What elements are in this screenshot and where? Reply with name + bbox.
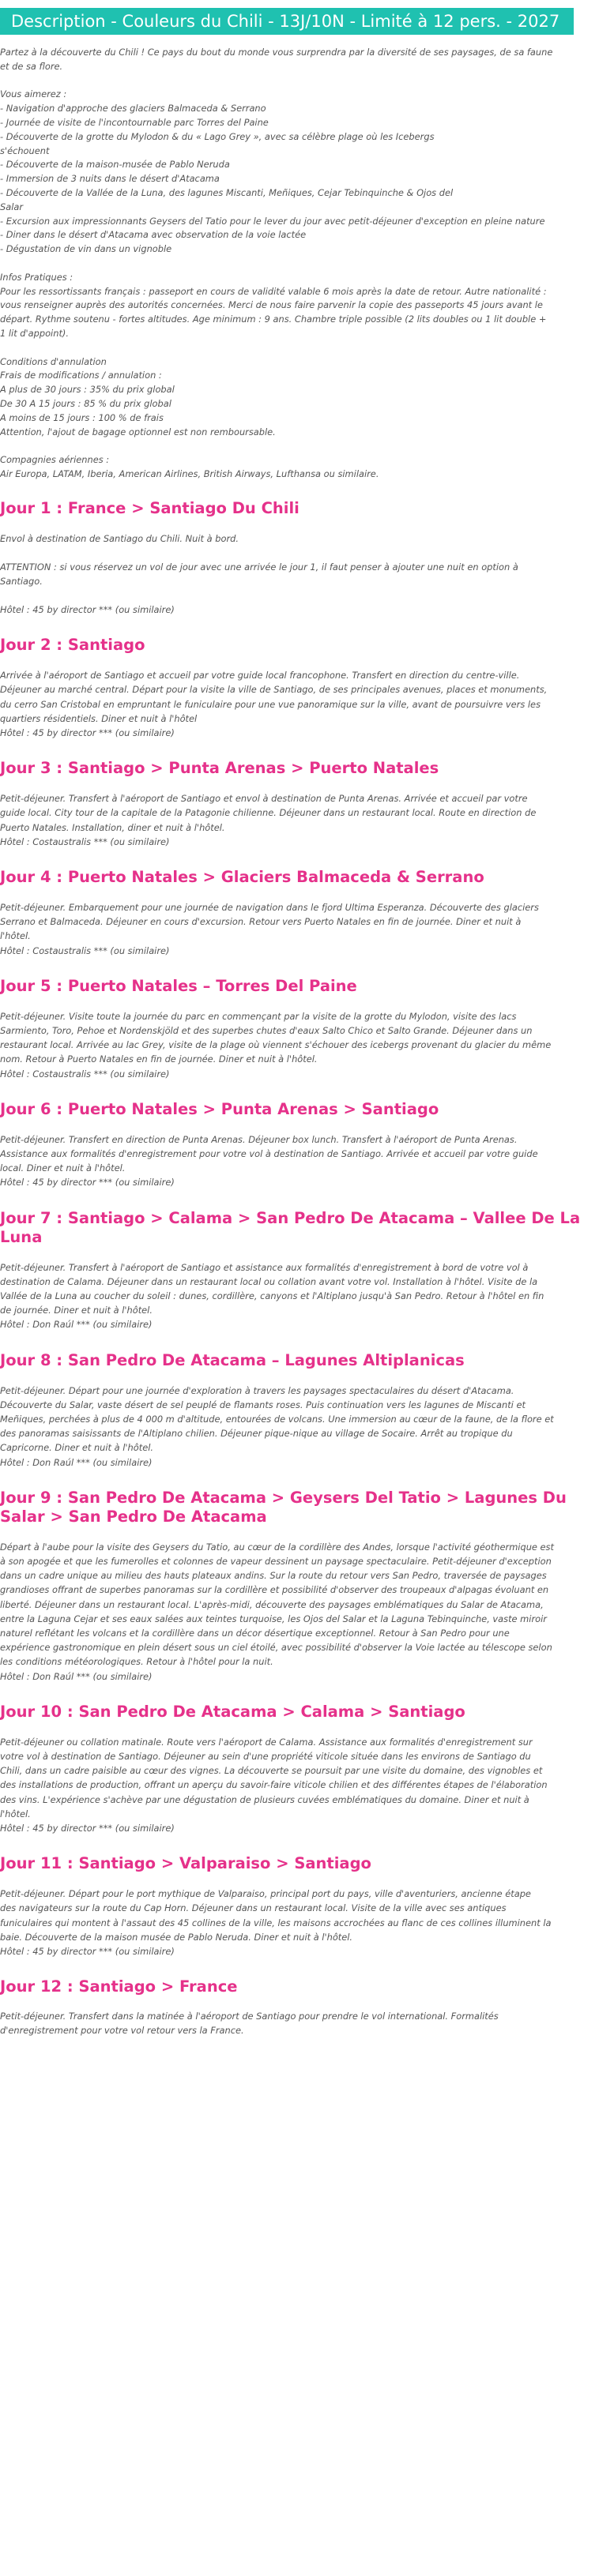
intro-line: s'échouent [0, 145, 50, 156]
intro-line: - Découverte de la Vallée de la Luna, des lagunes Miscanti, Meñiques, Cejar Tebinquinche & Ojos del [0, 186, 454, 198]
day-description-line: Découverte du Salar, vaste désert de sel peuplé de flamants roses. Puis continuation vers les lagunes de Miscanti et [0, 1399, 526, 1410]
day-section-12 [0, 1977, 599, 2037]
day-description-line: dans un cadre unique au milieu des hauts plateaux andins. Sur la route du retour vers San Pedro, traversée de paysages [0, 1570, 547, 1582]
day-section-11 [0, 1854, 599, 1958]
day-description-line: des navigateurs sur la route du Cap Horn. Déjeuner dans un restaurant local. Visite de la ville avec ses antiques [0, 1902, 507, 1914]
day-description-line: les conditions météorologiques. Retour à l'hôtel pour la nuit. [0, 1656, 273, 1668]
intro-line: Partez à la découverte du Chili ! Ce pays du bout du monde vous surprendra par la diversité de ses paysages, de sa faune [0, 47, 553, 58]
days-section [0, 499, 599, 2038]
day-description-line: Hôtel : Costaustralis *** (ou similaire) [0, 1068, 170, 1080]
day-description-line: des installations de production, offrant un aperçu du savoir-faire viticole chilien et des différentes étapes de l'élaboration [0, 1779, 548, 1791]
day-title: Jour 8 : San Pedro De Atacama – Lagunes Altiplanicas [0, 1350, 465, 1369]
day-description-line: Hôtel : 45 by director *** (ou similaire) [0, 1177, 175, 1188]
day-description-line: Hôtel : 45 by director *** (ou similaire) [0, 1946, 175, 1958]
intro-spacer [0, 341, 599, 355]
day-section-9 [0, 1489, 599, 1684]
day-description-line: Déjeuner au marché central. Départ pour la visite la ville de Santiago, de ses principales avenues, places et monuments, [0, 684, 548, 696]
day-title: Jour 6 : Puerto Natales > Punta Arenas > Santiago [0, 1099, 439, 1118]
day-title: Jour 4 : Puerto Natales > Glaciers Balmaceda & Serrano [0, 867, 484, 886]
day-title: Jour 11 : Santiago > Valparaiso > Santiago [0, 1854, 371, 1873]
day-description-line: Serrano et Balmaceda. Déjeuner en cours d'excursion. Retour vers Puerto Natales en fin de journée. Diner et nuit à [0, 916, 522, 928]
day-section-8 [0, 1351, 599, 1470]
day-description-line: Petit-déjeuner. Départ pour une journée d'exploration à travers les paysages spectaculaires du désert d'Atacama. [0, 1384, 514, 1396]
day-description-line: Hôtel : Don Raúl *** (ou similaire) [0, 1456, 153, 1468]
day-description-line: baie. Découverte de la maison musée de Pablo Neruda. Diner et nuit à l'hôtel. [0, 1931, 353, 1943]
day-description-line: naturel reflétant les volcans et la cordillère dans un décor désertique exceptionnel. Retour à San Pedro pour une [0, 1628, 510, 1639]
day-description-line: funiculaires qui montent à l'assaut des 45 collines de la ville, les maisons accrochées au flanc de ces collines illuminent la [0, 1917, 552, 1928]
day-section-10 [0, 1703, 599, 1835]
intro-line: A moins de 15 jours : 100 % de frais [0, 411, 164, 423]
day-description-line: restaurant local. Arrivée au lac Grey, visite de la plage où viennent s'échouer des icebergs provenant du glacier du même [0, 1039, 552, 1051]
intro-spacer [0, 257, 599, 271]
day-description-line: destination de Calama. Déjeuner dans un restaurant local ou collation avant votre vol. Installation à l'hôtel. Visite de la [0, 1275, 538, 1287]
intro-line: Vous aimerez : [0, 88, 67, 100]
day-description-line: entre la Laguna Cejar et ses eaux salées aux teintes turquoise, les Ojos del Salar et la Laguna Tebinquinche, vaste miroir [0, 1613, 547, 1624]
intro-line: départ. Rythme soutenu - fortes altitudes. Age minimum : 9 ans. Chambre triple possible (2 lits doubles ou 1 lit double + [0, 314, 547, 325]
day-description-line: des vins. L'expérience s'achève par une dégustation de plusieurs cuvées emblématiques du domaine. Diner et nuit à [0, 1793, 529, 1805]
day-description-line: Petit-déjeuner. Transfert en direction de Punta Arenas. Déjeuner box lunch. Transfert à l'aéroport de Punta Arenas. [0, 1133, 518, 1145]
day-title: Jour 10 : San Pedro De Atacama > Calama > Santiago [0, 1702, 465, 1721]
day-section-3 [0, 759, 599, 849]
day-title: Jour 2 : Santiago [0, 636, 145, 655]
day-section-5 [0, 977, 599, 1081]
intro-line: - Découverte de la maison-musée de Pablo Neruda [0, 159, 230, 171]
day-title: Jour 3 : Santiago > Punta Arenas > Puerto Natales [0, 759, 439, 778]
day-description-line: Hôtel : Costaustralis *** (ou similaire) [0, 944, 170, 956]
intro-line: - Découverte de la grotte du Mylodon & du « Lago Grey », avec sa célèbre plage où les Icebergs [0, 130, 435, 142]
day-description-line: Hôtel : Costaustralis *** (ou similaire) [0, 836, 170, 847]
intro-line: De 30 A 15 jours : 85 % du prix global [0, 397, 171, 409]
day-title: Jour 9 : San Pedro De Atacama > Geysers Del Tatio > Lagunes Du Salar > San Pedro De Atacama [0, 1488, 567, 1526]
day-description-line: Sarmiento, Toro, Pehoe et Nordenskjöld et des superbes chutes d'eaux Salto Chico et Salto Grande. Déjeuner dans un [0, 1024, 533, 1036]
day-description-line: Hôtel : 45 by director *** (ou similaire) [0, 603, 175, 615]
day-description-line: Puerto Natales. Installation, diner et nuit à l'hôtel. [0, 821, 225, 833]
day-section-2 [0, 636, 599, 740]
page-title-banner: Description - Couleurs du Chili - 13J/10N - Limité à 12 pers. - 2027 [0, 8, 574, 35]
day-description-line: Assistance aux formalités d'enregistrement pour votre vol à destination de Santiago. Arrivée et accueil par votre guide [0, 1147, 538, 1159]
day-spacer [0, 546, 599, 560]
day-description-line: Hôtel : 45 by director *** (ou similaire) [0, 727, 175, 738]
day-description-line: grandioses offrant de superbes panoramas sur la cordillère et possibilité d'observer des troupeaux d'alpagas évoluant en [0, 1584, 549, 1596]
intro-section [0, 35, 599, 482]
day-description-line: quartiers résidentiels. Diner et nuit à l'hôtel [0, 712, 198, 724]
day-section-4 [0, 868, 599, 958]
day-description-line: Petit-déjeuner. Transfert dans la matinée à l'aéroport de Santiago pour prendre le vol international. Formalités [0, 2011, 499, 2022]
day-description-line: Chili, dans un cadre paisible au cœur des vignes. La découverte se poursuit par une visite du domaine, des vignobles et [0, 1765, 543, 1777]
day-title: Jour 1 : France > Santiago Du Chili [0, 498, 300, 517]
day-description-line: nom. Retour à Puerto Natales en fin de journée. Diner et nuit à l'hôtel. [0, 1053, 318, 1065]
day-title: Jour 7 : Santiago > Calama > San Pedro De Atacama – Vallee De La Luna [0, 1208, 581, 1246]
day-description-line: Meñiques, perchées à plus de 4 000 m d'altitude, entourées de volcans. Une immersion au cœur de la faune, de la flore et [0, 1414, 554, 1425]
intro-line: - Immersion de 3 nuits dans le désert d'Atacama [0, 173, 220, 185]
day-description-line: Petit-déjeuner. Embarquement pour une journée de navigation dans le fjord Ultima Esperanza. Découverte des glaciers [0, 901, 539, 913]
day-description-line: Vallée de la Luna au coucher du soleil : dunes, cordillère, canyons et l'Altiplano jusqu'à San Pedro. Retour à l'hôtel en fin [0, 1290, 544, 1301]
day-description-line: Envol à destination de Santiago du Chili. Nuit à bord. [0, 532, 239, 544]
day-description-line: Petit-déjeuner. Départ pour le port mythique de Valparaiso, principal port du pays, ville d'aventuriers, ancienne étape [0, 1888, 531, 1900]
day-description-line: expérience gastronomique en plein désert sous un ciel étoilé, avec possibilité d'observer la Voie lactée au télescope selon [0, 1642, 552, 1654]
intro-line: Salar [0, 201, 24, 212]
day-title: Jour 5 : Puerto Natales – Torres Del Paine [0, 976, 357, 995]
intro-line: Conditions d'annulation [0, 355, 107, 367]
day-description-line: Santiago. [0, 575, 43, 587]
day-description-line: du cerro San Cristobal en empruntant le funiculaire pour une vue panoramique sur la ville, avant de poursuivre vers les [0, 698, 541, 710]
day-section-1 [0, 499, 599, 617]
day-description-line: Départ à l'aube pour la visite des Geysers du Tatio, au cœur de la cordillère des Andes, lorsque l'activité géothermique est [0, 1541, 554, 1553]
intro-line: - Excursion aux impressionnants Geysers del Tatio pour le lever du jour avec petit-déjeuner d'exception en pleine nature [0, 215, 545, 227]
intro-line: - Navigation d'approche des glaciers Balmaceda & Serrano [0, 103, 266, 115]
intro-line: vous renseigner auprès des autorités concernées. Merci de nous faire parvenir la copie des passeports 45 jours avant le [0, 299, 543, 311]
day-description-line: de journée. Diner et nuit à l'hôtel. [0, 1305, 153, 1316]
day-description-line: l'hôtel. [0, 930, 31, 942]
day-description-line: des panoramas saisissants de l'Altiplano chilien. Déjeuner pique-nique au village de Socaire. Arrêt au tropique du [0, 1428, 513, 1440]
day-description-line: d'enregistrement pour votre vol retour vers la France. [0, 2025, 244, 2037]
intro-line: Compagnies aériennes : [0, 454, 110, 466]
intro-line: Infos Pratiques : [0, 271, 73, 283]
day-description-line: local. Diner et nuit à l'hôtel. [0, 1162, 126, 1174]
day-description-line: Petit-déjeuner ou collation matinale. Route vers l'aéroport de Calama. Assistance aux formalités d'enregistrement sur [0, 1736, 533, 1748]
day-spacer [0, 588, 599, 603]
intro-line: - Dégustation de vin dans un vignoble [0, 243, 172, 255]
day-description-line: Arrivée à l'aéroport de Santiago et accueil par votre guide local francophone. Transfert en direction du centre-ville. [0, 670, 520, 682]
day-description-line: Petit-déjeuner. Transfert à l'aéroport de Santiago et envol à destination de Punta Arenas. Arrivée et accueil par votre [0, 793, 528, 805]
intro-line: Frais de modifications / annulation : [0, 370, 162, 381]
intro-line: Air Europa, LATAM, Iberia, American Airlines, British Airways, Lufthansa ou similaire. [0, 468, 379, 479]
day-description-line: à son apogée et que les fumerolles et colonnes de vapeur dessinent un paysage spectaculaire. Petit-déjeuner d'exception [0, 1556, 552, 1568]
intro-line: et de sa flore. [0, 60, 63, 72]
day-description-line: Petit-déjeuner. Transfert à l'aéroport de Santiago et assistance aux formalités d'enregistrement à bord de votre vol à [0, 1261, 529, 1273]
intro-line: Attention, l'ajout de bagage optionnel est non remboursable. [0, 426, 276, 437]
intro-line: - Journée de visite de l'incontournable parc Torres del Paine [0, 116, 269, 128]
intro-spacer [0, 439, 599, 453]
day-description-line: Hôtel : Don Raúl *** (ou similaire) [0, 1319, 153, 1331]
intro-line: A plus de 30 jours : 35% du prix global [0, 384, 175, 396]
day-description-line: Capricorne. Diner et nuit à l'hôtel. [0, 1442, 153, 1454]
day-description-line: Hôtel : Don Raúl *** (ou similaire) [0, 1670, 153, 1682]
intro-line: 1 lit d'appoint). [0, 327, 69, 339]
intro-spacer [0, 74, 599, 88]
day-description-line: l'hôtel. [0, 1808, 31, 1819]
day-description-line: ATTENTION : si vous réservez un vol de jour avec une arrivée le jour 1, il faut penser à ajouter une nuit en option à [0, 561, 518, 573]
day-description-line: votre vol à destination de Santiago. Déjeuner au sein d'une propriété viticole située dans les environs de Santiago du [0, 1751, 531, 1763]
day-description-line: liberté. Déjeuner dans un restaurant local. L'après-midi, découverte des paysages emblématiques du Salar de Atacama, [0, 1598, 544, 1610]
intro-line: - Diner dans le désert d'Atacama avec observation de la voie lactée [0, 229, 307, 241]
day-section-6 [0, 1100, 599, 1190]
intro-line: Pour les ressortissants français : passeport en cours de validité valable 6 mois après la date de retour. Autre nationalité : [0, 285, 547, 297]
day-description-line: Hôtel : 45 by director *** (ou similaire) [0, 1823, 175, 1834]
day-title: Jour 12 : Santiago > France [0, 1977, 238, 1996]
day-description-line: guide local. City tour de la capitale de la Patagonie chilienne. Déjeuner dans un restaurant local. Route en direction de [0, 807, 537, 819]
day-section-7 [0, 1209, 599, 1332]
day-description-line: Petit-déjeuner. Visite toute la journée du parc en commençant par la visite de la grotte du Mylodon, visite des lacs [0, 1010, 517, 1022]
